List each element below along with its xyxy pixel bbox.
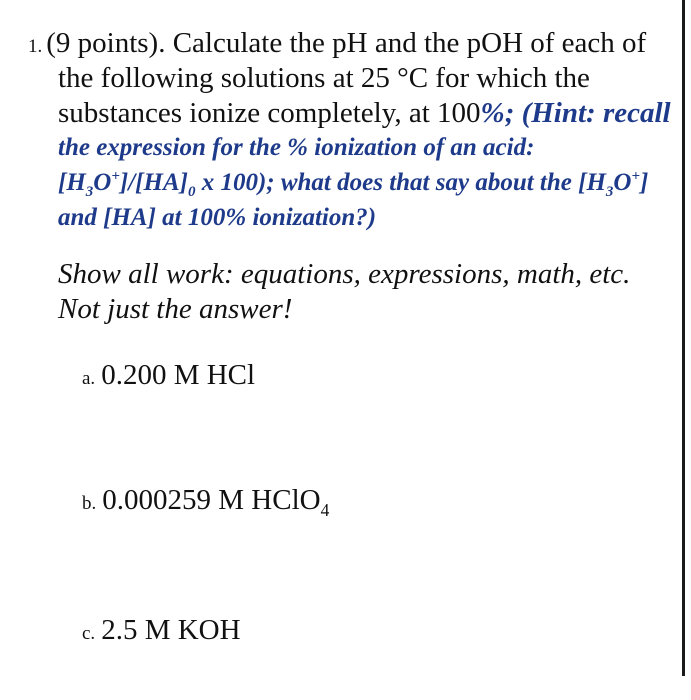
instruction-text-1: Show all work: equations, expressions, math, etc. [58, 258, 631, 290]
hint-sub: 3 [85, 184, 94, 200]
part-a [82, 359, 255, 392]
part-b [82, 484, 330, 520]
part-letter: b. [82, 493, 97, 514]
question-line-1 [28, 26, 646, 64]
question-number: 1. [28, 36, 43, 57]
part-subscript: 4 [320, 499, 330, 520]
hint-sub: 0 [187, 184, 196, 200]
question-text-2: the following solutions at 25 °C for which the [58, 62, 590, 94]
hint-line-3 [58, 201, 376, 235]
question-text-3: substances ionize completely, at 100 [58, 97, 481, 129]
hint-frag: ] [640, 169, 649, 196]
hint-sup: + [111, 168, 120, 185]
question-text-1: (9 points). Calculate the pH and the pOH of each of [46, 27, 647, 59]
instruction-line-2 [58, 292, 292, 326]
hint-text-1: the expression for the % ionization of an acid: [58, 134, 535, 161]
hint-frag: ]/[HA] [119, 169, 188, 196]
hint-frag: O [613, 169, 632, 196]
hint-frag: [H [58, 169, 86, 196]
instruction-text-2: Not just the answer! [58, 293, 293, 325]
instruction-line-1 [58, 257, 630, 291]
question-line-3 [58, 96, 671, 130]
hint-sub: 3 [605, 184, 614, 200]
hint-line-1 [58, 131, 534, 165]
part-text: 0.200 M HCl [101, 359, 256, 391]
part-c [82, 614, 241, 647]
part-text: 2.5 M KOH [101, 614, 241, 646]
question-line-2 [58, 61, 590, 95]
hint-frag: x 100); what does that say about the [H [195, 169, 606, 196]
hint-start: %; (Hint: recall [480, 97, 671, 129]
hint-text-3: and [HA] at 100% ionization?) [58, 204, 377, 231]
hint-line-2 [58, 166, 648, 200]
page-edge-divider [682, 0, 685, 676]
part-letter: c. [82, 623, 96, 644]
hint-sup: + [631, 168, 641, 185]
part-letter: a. [82, 368, 96, 389]
hint-frag: O [93, 169, 112, 196]
part-text: 0.000259 M HClO [102, 484, 321, 516]
